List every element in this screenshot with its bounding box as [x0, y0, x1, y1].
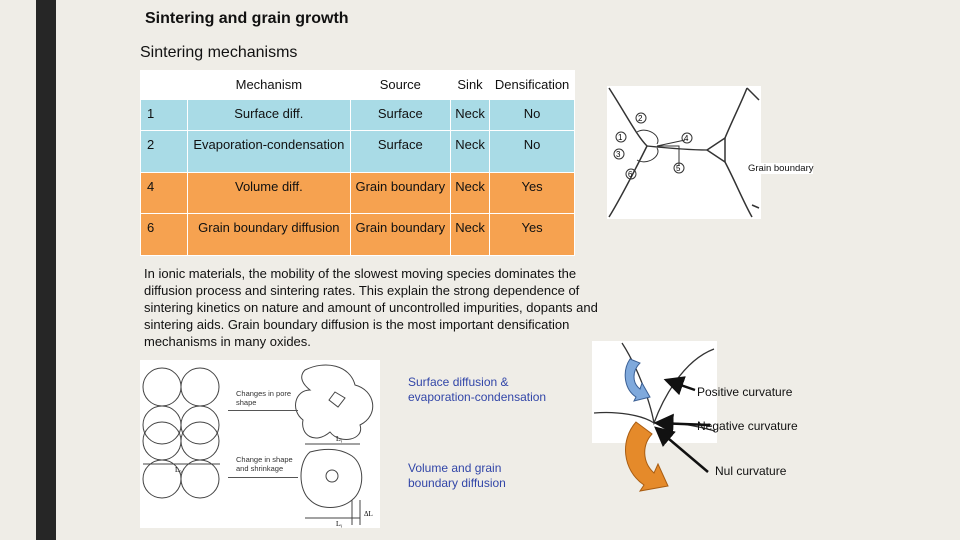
header-source: Source — [350, 71, 450, 100]
marker-label: 6 — [628, 170, 633, 179]
marker-label: 2 — [638, 114, 643, 123]
page-title: Sintering and grain growth — [145, 10, 349, 27]
marker-label: 1 — [618, 133, 623, 142]
positive-curvature-label: Positive curvature — [697, 385, 793, 399]
table-row — [141, 100, 575, 131]
cell-sink: Neck — [450, 214, 489, 256]
body-paragraph: In ionic materials, the mobility of the slowest moving species dominates the diffusion process and sintering rates. This explain the strong dependence of sintering kinetics on nature and amount of uncontrolled impurities, dopants and sintering aids. Grain boundary diffusion is the most important densification mechanisms in many oxides. — [144, 266, 598, 349]
cell-num: 1 — [141, 100, 188, 131]
dim-label: Lᵧ — [336, 520, 343, 528]
cell-sink: Neck — [450, 131, 489, 173]
table-row — [141, 131, 575, 173]
cell-num: 6 — [141, 214, 188, 256]
cell-num: 4 — [141, 173, 188, 214]
cell-sink: Neck — [450, 100, 489, 131]
left-accent-bar — [36, 0, 56, 540]
mechanisms-table — [140, 70, 575, 256]
pore-shape-figure — [140, 360, 380, 528]
negative-curvature-label: Negative curvature — [697, 419, 798, 433]
table-row — [141, 214, 575, 256]
caption-arrow — [228, 410, 298, 411]
cell-densification: Yes — [490, 214, 575, 256]
section-subtitle: Sintering mechanisms — [140, 44, 298, 61]
cell-source: Grain boundary — [350, 173, 450, 214]
marker-label: 5 — [676, 164, 681, 173]
annotation-arrows — [600, 340, 960, 540]
marker-label: 3 — [616, 150, 621, 159]
caption-arrow — [228, 477, 298, 478]
cell-mechanism: Volume diff. — [188, 173, 351, 214]
cell-densification: No — [490, 131, 575, 173]
dim-label: Lᵧ — [336, 435, 343, 443]
cell-mechanism: Grain boundary diffusion — [188, 214, 351, 256]
grain-boundary-label: Grain boundary — [748, 163, 814, 174]
marker-label: 4 — [684, 134, 689, 143]
dim-label: ΔL — [364, 510, 373, 518]
cell-num: 2 — [141, 131, 188, 173]
cell-mechanism: Surface diff. — [188, 100, 351, 131]
header-densification: Densification — [490, 71, 575, 100]
cell-source: Grain boundary — [350, 214, 450, 256]
nul-curvature-label: Nul curvature — [715, 464, 787, 478]
dim-label: L₀ — [175, 466, 182, 474]
cell-sink: Neck — [450, 173, 489, 214]
header-mechanism: Mechanism — [188, 71, 351, 100]
shrinkage-caption: Change in shape and shrinkage — [236, 455, 293, 473]
pore-shape-caption: Changes in pore shape — [236, 389, 292, 407]
header-sink: Sink — [450, 71, 489, 100]
cell-source: Surface — [350, 131, 450, 173]
grain-boundary-diagram — [607, 86, 761, 219]
volume-diffusion-label: Volume and grain boundary diffusion — [408, 461, 506, 490]
cell-source: Surface — [350, 100, 450, 131]
surface-diffusion-label: Surface diffusion & evaporation-condensation — [408, 375, 547, 404]
header-num — [141, 71, 188, 100]
cell-densification: Yes — [490, 173, 575, 214]
table-row — [141, 173, 575, 214]
cell-mechanism: Evaporation-condensation — [188, 131, 351, 173]
cell-densification: No — [490, 100, 575, 131]
table-header-row — [141, 71, 575, 100]
